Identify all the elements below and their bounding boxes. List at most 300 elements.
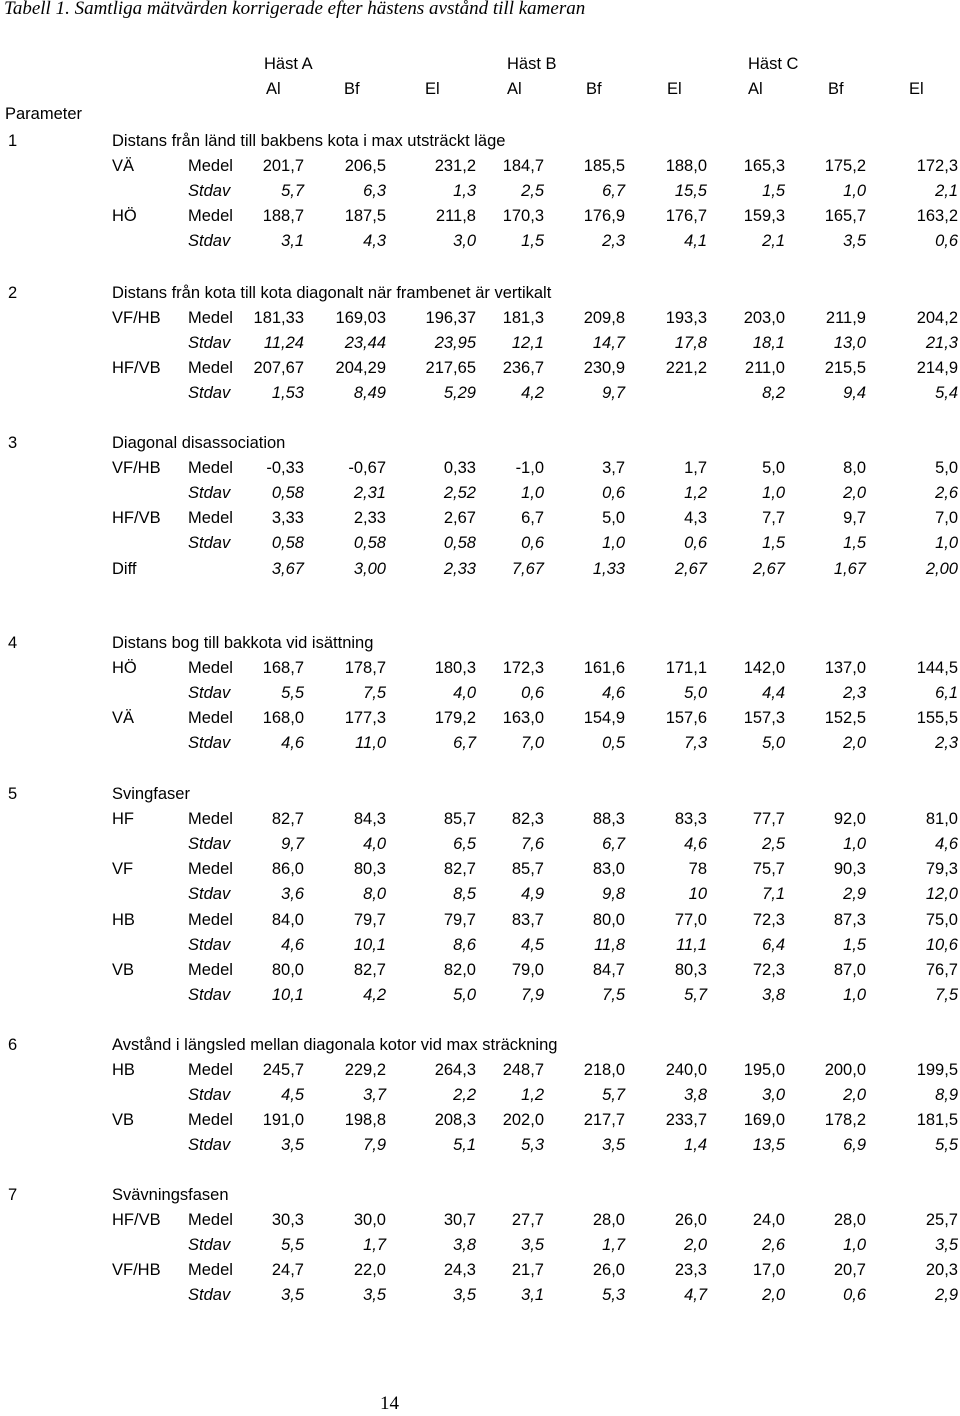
table-cell: 3,8	[684, 1086, 707, 1105]
table-cell: 88,3	[592, 810, 625, 829]
stat-label: Medel	[188, 207, 233, 226]
table-cell: 2,1	[935, 182, 958, 201]
table-cell: 193,3	[665, 309, 707, 328]
table-cell: 1,2	[521, 1086, 544, 1105]
table-cell: 0,6	[521, 534, 544, 553]
table-cell: 202,0	[502, 1111, 544, 1130]
group-label: HF	[112, 810, 134, 829]
section-title: Diagonal disassociation	[112, 434, 286, 452]
table-cell: 82,3	[511, 810, 544, 829]
table-cell: 81,0	[925, 810, 958, 829]
table-cell: 1,7	[363, 1236, 386, 1255]
section-number: 2	[8, 284, 18, 302]
table-cell: 17,0	[752, 1261, 785, 1280]
group-label: VÄ	[112, 157, 135, 176]
table-cell: 7,5	[602, 985, 625, 1004]
section-number: 1	[8, 132, 18, 150]
table-cell: 86,0	[271, 860, 304, 879]
table-cell: 181,5	[916, 1111, 958, 1130]
stat-label: Stdav	[188, 684, 231, 703]
table-cell: 3,0	[453, 232, 476, 251]
table-cell: 168,7	[262, 659, 304, 678]
table-cell: 2,6	[935, 484, 958, 503]
table-cell: 5,0	[453, 985, 476, 1004]
table-cell: 85,7	[511, 860, 544, 879]
table-cell: 2,9	[843, 885, 866, 904]
table-cell: 4,6	[935, 835, 958, 854]
table-cell: 87,0	[833, 960, 866, 979]
table-cell: 3,5	[363, 1286, 386, 1305]
group-label: VF	[112, 860, 134, 879]
table-cell: 1,4	[684, 1136, 707, 1155]
table-cell: 2,0	[843, 484, 866, 503]
table-cell: 10,6	[925, 935, 958, 954]
table-cell: 207,67	[253, 359, 304, 378]
table-cell: 1,0	[935, 534, 958, 553]
group-label: HÖ	[112, 207, 137, 226]
table-cell: 152,5	[824, 709, 866, 728]
table-cell: 6,1	[935, 684, 958, 703]
table-cell: 5,4	[935, 384, 958, 403]
table-cell: 7,6	[521, 835, 544, 854]
table-cell: 0,6	[521, 684, 544, 703]
table-cell: 2,9	[935, 1286, 958, 1305]
table-cell: 0,5	[602, 734, 625, 753]
table-cell: 17,8	[674, 334, 707, 353]
table-cell: 6,7	[602, 835, 625, 854]
table-cell: 22,0	[353, 1261, 386, 1280]
table-cell: 211,8	[435, 207, 476, 226]
table-cell: 155,5	[916, 709, 958, 728]
table-cell: 80,3	[674, 960, 707, 979]
table-cell: 161,6	[583, 659, 625, 678]
table-cell: 82,0	[443, 960, 476, 979]
stat-label: Stdav	[188, 985, 231, 1004]
table-cell: 5,0	[762, 734, 785, 753]
table-cell: 78	[688, 860, 707, 879]
table-cell: 20,3	[925, 1261, 958, 1280]
table-cell: 199,5	[916, 1061, 958, 1080]
table-cell: 204,29	[335, 359, 386, 378]
table-cell: 6,7	[453, 734, 476, 753]
table-cell: 264,3	[434, 1061, 476, 1080]
table-cell: 0,58	[271, 484, 304, 503]
table-cell: 240,0	[665, 1061, 707, 1080]
table-cell: 233,7	[665, 1111, 707, 1130]
table-cell: 5,29	[443, 384, 476, 403]
table-cell: 176,9	[583, 207, 625, 226]
table-cell: 9,4	[843, 384, 866, 403]
column-header: El	[425, 80, 440, 98]
table-cell: 8,0	[363, 885, 386, 904]
table-cell: 2,2	[453, 1086, 476, 1105]
table-cell: 230,9	[583, 359, 625, 378]
table-cell: 204,2	[916, 309, 958, 328]
table-cell: 185,5	[583, 157, 625, 176]
table-cell: 163,0	[502, 709, 544, 728]
table-cell: 5,3	[602, 1286, 625, 1305]
table-cell: -1,0	[515, 459, 544, 478]
table-cell: 209,8	[583, 309, 625, 328]
table-cell: 184,7	[502, 157, 544, 176]
table-cell: 221,2	[665, 359, 707, 378]
table-cell: -0,67	[348, 459, 386, 478]
table-cell: 165,7	[824, 207, 866, 226]
table-cell: 236,7	[502, 359, 544, 378]
group-label: HF/VB	[112, 509, 161, 528]
table-cell: 1,7	[602, 1236, 625, 1255]
table-cell: 2,5	[521, 182, 544, 201]
table-cell: 248,7	[502, 1061, 544, 1080]
stat-label: Medel	[188, 659, 233, 678]
column-header: Al	[507, 80, 522, 98]
table-cell: 1,53	[271, 384, 304, 403]
table-caption: Tabell 1. Samtliga mätvärden korrigerade efter hästens avstånd till kameran	[4, 0, 586, 19]
table-cell: 3,33	[271, 509, 304, 528]
table-cell: 82,7	[271, 810, 304, 829]
column-header: El	[909, 80, 924, 98]
table-cell: 8,49	[353, 384, 386, 403]
table-cell: 4,3	[684, 509, 707, 528]
table-cell: 7,7	[762, 509, 785, 528]
table-cell: 217,65	[425, 359, 476, 378]
table-cell: 215,5	[824, 359, 866, 378]
table-cell: 188,7	[262, 207, 304, 226]
table-cell: 1,0	[602, 534, 625, 553]
table-cell: 11,1	[676, 935, 707, 954]
table-cell: 90,3	[833, 860, 866, 879]
table-cell: 10,1	[271, 985, 304, 1004]
table-cell: 0,6	[602, 484, 625, 503]
table-cell: 2,1	[762, 232, 785, 251]
table-cell: 84,7	[592, 960, 625, 979]
section-number: 5	[8, 785, 18, 803]
table-cell: 211,0	[744, 359, 785, 378]
column-header: Bf	[586, 80, 602, 98]
section-title: Svingfaser	[112, 785, 190, 803]
table-cell: 4,7	[684, 1286, 707, 1305]
table-cell: 218,0	[583, 1061, 625, 1080]
horse-header: Häst B	[507, 55, 557, 73]
table-cell: 30,0	[353, 1211, 386, 1230]
table-cell: 84,3	[353, 810, 386, 829]
table-cell: 1,5	[762, 182, 785, 201]
table-cell: 175,2	[824, 157, 866, 176]
table-cell: 191,0	[262, 1111, 304, 1130]
stat-label: Medel	[188, 860, 233, 879]
table-cell: 2,67	[752, 559, 785, 578]
table-cell: 25,7	[925, 1211, 958, 1230]
table-cell: 1,0	[843, 835, 866, 854]
table-cell: 13,5	[752, 1136, 785, 1155]
table-cell: 13,0	[833, 334, 866, 353]
table-cell: 169,0	[743, 1111, 785, 1130]
table-cell: 7,5	[935, 985, 958, 1004]
table-cell: 82,7	[353, 960, 386, 979]
table-cell: 0,33	[443, 459, 476, 478]
table-cell: 30,3	[271, 1211, 304, 1230]
table-cell: 8,9	[935, 1086, 958, 1105]
table-cell: 27,7	[511, 1211, 544, 1230]
table-cell: 75,0	[925, 910, 958, 929]
horse-header: Häst A	[264, 55, 313, 73]
table-cell: 92,0	[833, 810, 866, 829]
table-cell: 1,2	[684, 484, 707, 503]
table-cell: 211,9	[825, 309, 866, 328]
table-cell: 23,95	[434, 334, 476, 353]
table-cell: 0,58	[443, 534, 476, 553]
table-cell: 30,7	[443, 1211, 476, 1230]
table-cell: 4,5	[521, 935, 544, 954]
table-cell: 15,5	[674, 182, 707, 201]
stat-label: Medel	[188, 359, 233, 378]
table-cell: 2,5	[762, 835, 785, 854]
table-cell: 5,1	[453, 1136, 476, 1155]
table-cell: 3,5	[602, 1136, 625, 1155]
table-cell: 14,7	[592, 334, 625, 353]
table-cell: 203,0	[743, 309, 785, 328]
table-cell: 72,3	[752, 910, 785, 929]
table-cell: 3,0	[762, 1086, 785, 1105]
table-cell: 172,3	[502, 659, 544, 678]
stat-label: Stdav	[188, 885, 231, 904]
table-cell: 5,5	[935, 1136, 958, 1155]
table-cell: 157,3	[743, 709, 785, 728]
table-cell: 12,1	[511, 334, 544, 353]
stat-label: Medel	[188, 960, 233, 979]
table-cell: 201,7	[262, 157, 304, 176]
table-cell: 4,5	[281, 1086, 304, 1105]
table-cell: 2,00	[925, 559, 958, 578]
table-cell: 8,6	[453, 935, 476, 954]
table-cell: 5,0	[684, 684, 707, 703]
table-cell: 1,0	[843, 182, 866, 201]
table-cell: 2,0	[843, 734, 866, 753]
table-cell: 26,0	[592, 1261, 625, 1280]
table-cell: 214,9	[916, 359, 958, 378]
table-cell: 208,3	[434, 1111, 476, 1130]
table-cell: 3,5	[935, 1236, 958, 1255]
group-label: VB	[112, 960, 135, 979]
column-header: Bf	[344, 80, 360, 98]
table-cell: 85,7	[443, 810, 476, 829]
table-cell: 5,5	[281, 684, 304, 703]
table-cell: 20,7	[833, 1261, 866, 1280]
table-cell: 1,5	[843, 935, 866, 954]
stat-label: Medel	[188, 910, 233, 929]
table-cell: 6,4	[762, 935, 785, 954]
table-cell: 3,6	[281, 885, 304, 904]
table-cell: 6,3	[363, 182, 386, 201]
table-cell: 5,0	[935, 459, 958, 478]
table-cell: 7,0	[935, 509, 958, 528]
table-cell: 3,00	[353, 559, 386, 578]
section-title: Distans bog till bakkota vid isättning	[112, 634, 374, 652]
table-cell: 2,3	[843, 684, 866, 703]
table-cell: 82,7	[443, 860, 476, 879]
table-cell: 2,0	[843, 1086, 866, 1105]
table-cell: 3,7	[602, 459, 625, 478]
table-cell: 26,0	[674, 1211, 707, 1230]
group-label: VF/HB	[112, 459, 161, 478]
stat-label: Stdav	[188, 1286, 231, 1305]
table-cell: 28,0	[833, 1211, 866, 1230]
table-cell: 12,0	[925, 885, 958, 904]
table-cell: 1,5	[521, 232, 544, 251]
table-cell: 180,3	[434, 659, 476, 678]
table-cell: 76,7	[925, 960, 958, 979]
table-cell: 9,7	[843, 509, 866, 528]
stat-label: Medel	[188, 509, 233, 528]
section-number: 3	[8, 434, 18, 452]
stat-label: Medel	[188, 157, 233, 176]
table-cell: 1,5	[843, 534, 866, 553]
group-label: HF/VB	[112, 1211, 161, 1230]
stat-label: Stdav	[188, 182, 231, 201]
table-cell: 3,5	[281, 1136, 304, 1155]
table-cell: 2,3	[935, 734, 958, 753]
table-cell: 0,58	[353, 534, 386, 553]
section-title: Distans från länd till bakbens kota i max utsträckt läge	[112, 132, 506, 150]
table-cell: 187,5	[344, 207, 386, 226]
table-cell: 4,6	[684, 835, 707, 854]
table-cell: 87,3	[833, 910, 866, 929]
table-cell: 5,5	[281, 1236, 304, 1255]
table-cell: 24,0	[752, 1211, 785, 1230]
stat-label: Medel	[188, 810, 233, 829]
table-cell: 23,3	[674, 1261, 707, 1280]
table-cell: 1,3	[453, 182, 476, 201]
table-cell: 83,3	[674, 810, 707, 829]
table-cell: 142,0	[743, 659, 785, 678]
table-cell: 6,5	[453, 835, 476, 854]
table-cell: 5,0	[602, 509, 625, 528]
table-cell: 7,1	[762, 885, 785, 904]
section-number: 7	[8, 1186, 18, 1204]
table-cell: 196,37	[425, 309, 476, 328]
table-cell: 77,0	[674, 910, 707, 929]
table-cell: 7,67	[511, 559, 544, 578]
table-cell: 0,6	[843, 1286, 866, 1305]
column-header: Bf	[828, 80, 844, 98]
table-cell: 24,3	[443, 1261, 476, 1280]
table-cell: 1,0	[843, 1236, 866, 1255]
table-cell: 2,31	[353, 484, 386, 503]
table-cell: 144,5	[916, 659, 958, 678]
table-cell: 21,7	[511, 1261, 544, 1280]
column-header: Al	[748, 80, 763, 98]
table-cell: 1,0	[762, 484, 785, 503]
table-cell: 177,3	[344, 709, 386, 728]
table-cell: 2,0	[684, 1236, 707, 1255]
table-cell: 11,24	[263, 334, 304, 353]
table-cell: 0,6	[935, 232, 958, 251]
stat-label: Stdav	[188, 484, 231, 503]
column-header: Al	[266, 80, 281, 98]
table-cell: 7,9	[521, 985, 544, 1004]
table-cell: 28,0	[592, 1211, 625, 1230]
table-cell: 84,0	[271, 910, 304, 929]
section-title: Svävningsfasen	[112, 1186, 229, 1204]
table-cell: 3,5	[453, 1286, 476, 1305]
table-cell: -0,33	[266, 459, 304, 478]
table-cell: 3,67	[271, 559, 304, 578]
table-cell: 7,5	[363, 684, 386, 703]
stat-label: Medel	[188, 1211, 233, 1230]
parameter-label: Parameter	[5, 105, 83, 123]
table-cell: 3,5	[843, 232, 866, 251]
table-cell: 7,9	[363, 1136, 386, 1155]
table-cell: 217,7	[583, 1111, 625, 1130]
table-cell: 1,5	[762, 534, 785, 553]
table-cell: 2,67	[674, 559, 707, 578]
stat-label: Stdav	[188, 1136, 231, 1155]
table-cell: 3,1	[281, 232, 304, 251]
table-cell: 83,7	[511, 910, 544, 929]
table-cell: 168,0	[262, 709, 304, 728]
group-label: HF/VB	[112, 359, 161, 378]
table-cell: 11,8	[594, 935, 625, 954]
table-cell: 1,67	[833, 559, 866, 578]
stat-label: Stdav	[188, 384, 231, 403]
table-cell: 23,44	[344, 334, 386, 353]
table-cell: 2,33	[443, 559, 476, 578]
table-cell: 195,0	[743, 1061, 785, 1080]
table-cell: 0,58	[271, 534, 304, 553]
stat-label: Medel	[188, 709, 233, 728]
stat-label: Medel	[188, 1261, 233, 1280]
table-cell: 4,6	[602, 684, 625, 703]
stat-label: Medel	[188, 459, 233, 478]
table-cell: 176,7	[665, 207, 707, 226]
table-cell: 7,0	[521, 734, 544, 753]
table-cell: 159,3	[743, 207, 785, 226]
table-cell: 4,9	[521, 885, 544, 904]
table-cell: 4,2	[521, 384, 544, 403]
table-cell: 9,8	[602, 885, 625, 904]
table-cell: 2,6	[762, 1236, 785, 1255]
table-cell: 79,0	[511, 960, 544, 979]
stat-label: Stdav	[188, 1086, 231, 1105]
table-cell: 80,3	[353, 860, 386, 879]
stat-label: Stdav	[188, 1236, 231, 1255]
stat-label: Medel	[188, 1111, 233, 1130]
table-cell: 8,2	[762, 384, 785, 403]
table-cell: 3,7	[363, 1086, 386, 1105]
horse-header: Häst C	[748, 55, 799, 73]
table-cell: 1,33	[592, 559, 625, 578]
table-cell: 2,3	[602, 232, 625, 251]
table-cell: 181,3	[502, 309, 544, 328]
table-cell: 6,9	[843, 1136, 866, 1155]
stat-label: Stdav	[188, 232, 231, 251]
table-cell: 200,0	[824, 1061, 866, 1080]
column-header: El	[667, 80, 682, 98]
table-cell: 188,0	[665, 157, 707, 176]
table-cell: 3,8	[762, 985, 785, 1004]
section-title: Distans från kota till kota diagonalt när frambenet är vertikalt	[112, 284, 552, 302]
table-cell: 1,7	[684, 459, 707, 478]
table-cell: 79,7	[353, 910, 386, 929]
table-cell: 165,3	[743, 157, 785, 176]
table-cell: 9,7	[602, 384, 625, 403]
table-cell: 2,67	[443, 509, 476, 528]
table-cell: 137,0	[824, 659, 866, 678]
section-title: Avstånd i längsled mellan diagonala kotor vid max sträckning	[112, 1036, 558, 1054]
table-cell: 80,0	[592, 910, 625, 929]
table-cell: 154,9	[583, 709, 625, 728]
table-cell: 24,7	[271, 1261, 304, 1280]
